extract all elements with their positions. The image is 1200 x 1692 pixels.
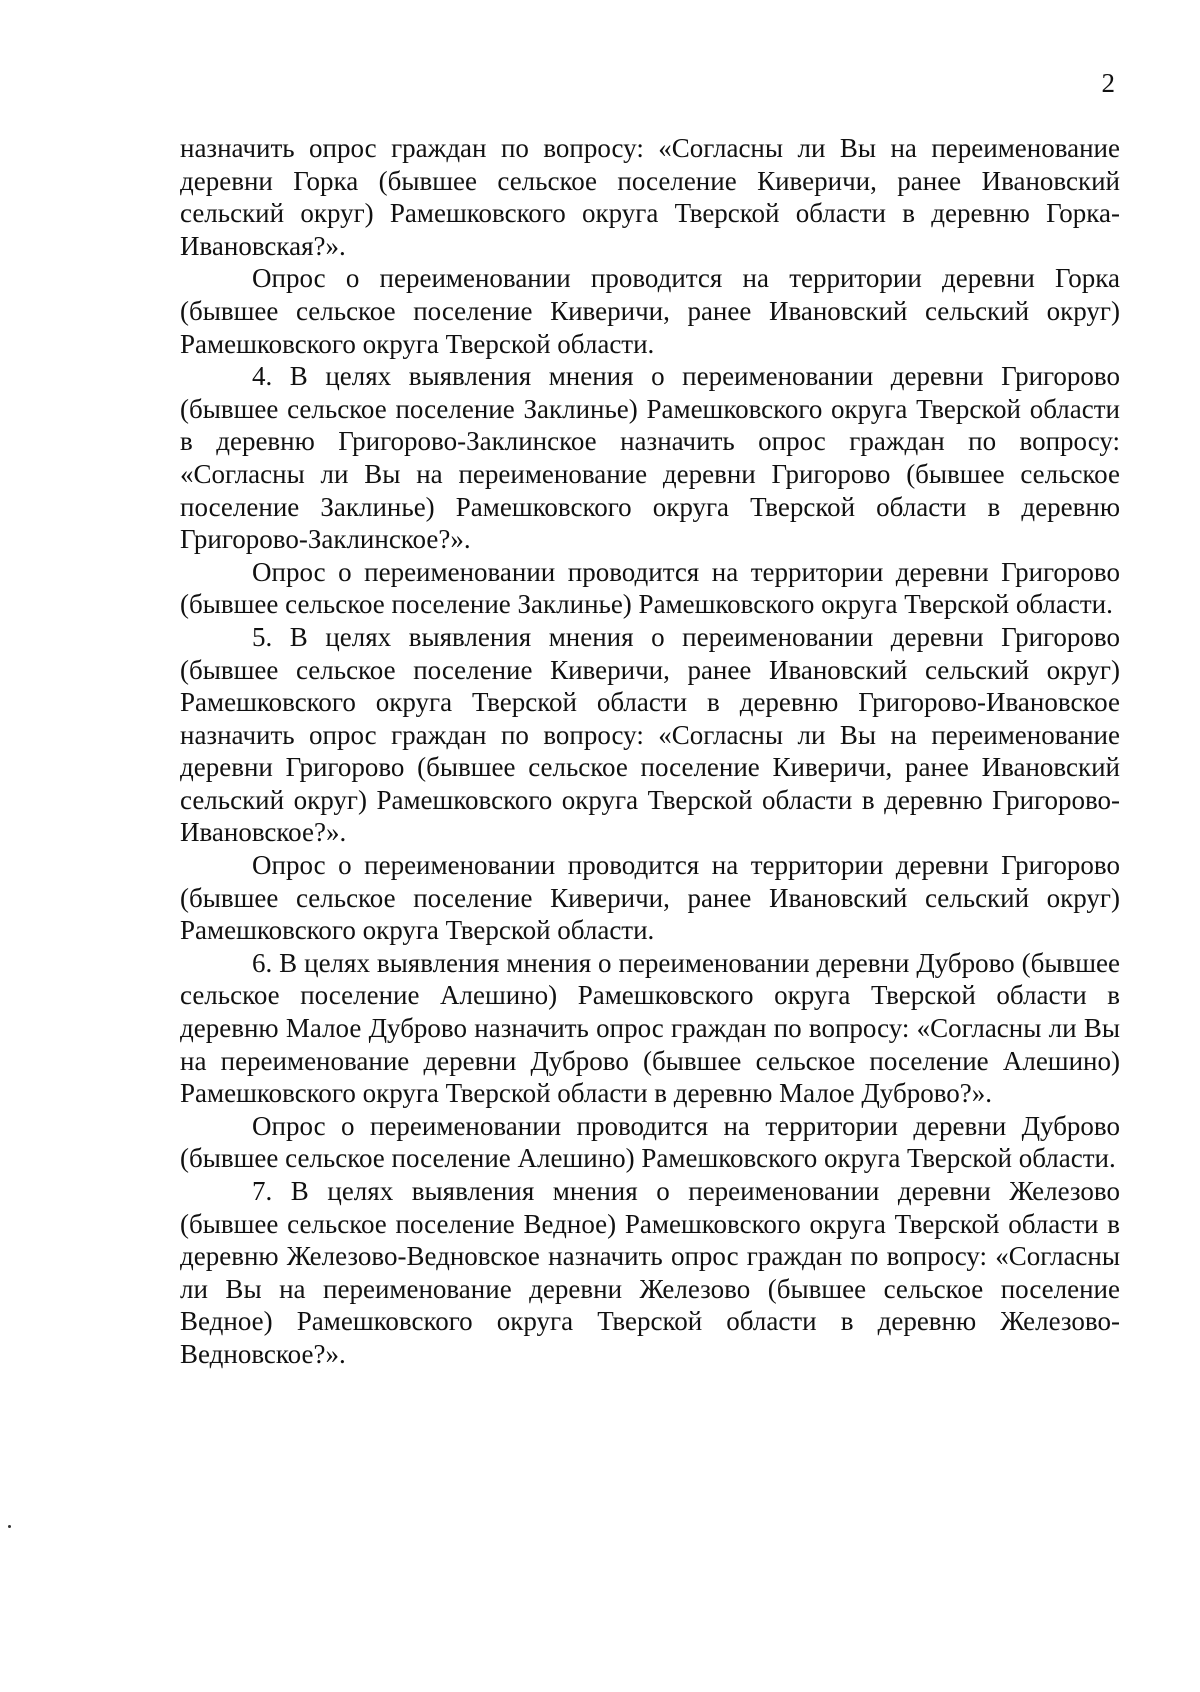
- paragraph-survey-gorka: Опрос о переименовании проводится на территории деревни Горка (бывшее сельское поселение Киверичи, ранее Ивановский сельский округ) Рамешковского округа Тверской области.: [180, 263, 1120, 359]
- paragraph-survey-grigorovo-zaklinye: Опрос о переименовании проводится на территории деревни Григорово (бывшее сельское поселение Заклинье) Рамешковского округа Тверской области.: [180, 556, 1120, 620]
- document-body: [180, 132, 1120, 1371]
- paragraph-survey-grigorovo-ivanovskoe: Опрос о переименовании проводится на территории деревни Григорово (бывшее сельское поселение Киверичи, ранее Ивановский сельский округ) Рамешковского округа Тверской области.: [180, 850, 1120, 946]
- paragraph-survey-dubrovo: Опрос о переименовании проводится на территории деревни Дуброво (бывшее сельское поселение Алешино) Рамешковского округа Тверской области.: [180, 1110, 1120, 1174]
- paragraph-item-6: 6. В целях выявления мнения о переименовании деревни Дуброво (бывшее сельское поселение Алешино) Рамешковского округа Тверской области в деревню Малое Дуброво назначить опрос граждан по вопросу: «Согласны ли Вы на переименование деревни Дуброво (бывшее сельское поселение Алешино) Рамешковского округа Тверской области в деревню Малое Дуброво?».: [180, 947, 1120, 1109]
- scan-speck: [8, 1525, 11, 1528]
- paragraph-item-5: 5. В целях выявления мнения о переименовании деревни Григорово (бывшее сельское поселение Киверичи, ранее Ивановский сельский округ) Рамешковского округа Тверской области в деревню Григорово-Ивановское назначить опрос граждан по вопросу: «Согласны ли Вы на переименование деревни Григорово (бывшее сельское поселение Киверичи, ранее Ивановский сельский округ) Рамешковского округа Тверской области в деревню Григорово-Ивановское?».: [180, 621, 1120, 848]
- paragraph-continuation: назначить опрос граждан по вопросу: «Согласны ли Вы на переименование деревни Горка (бывшее сельское поселение Киверичи, ранее Ивановский сельский округ) Рамешковского округа Тверской области в деревню Горка-Ивановская?».: [180, 133, 1120, 261]
- paragraph-item-4: 4. В целях выявления мнения о переименовании деревни Григорово (бывшее сельское поселение Заклинье) Рамешковского округа Тверской области в деревню Григорово-Заклинское назначить опрос граждан по вопросу: «Согласны ли Вы на переименование деревни Григорово (бывшее сельское поселение Заклинье) Рамешковского округа Тверской области в деревню Григорово-Заклинское?».: [180, 361, 1120, 555]
- page-number: 2: [1101, 68, 1115, 98]
- paragraph-item-7: 7. В целях выявления мнения о переименовании деревни Железово (бывшее сельское поселение Ведное) Рамешковского округа Тверской области в деревню Железово-Ведновское назначить опрос граждан по вопросу: «Согласны ли Вы на переименование деревни Железово (бывшее сельское поселение Ведное) Рамешковского округа Тверской области в деревню Железово-Ведновское?».: [180, 1176, 1120, 1369]
